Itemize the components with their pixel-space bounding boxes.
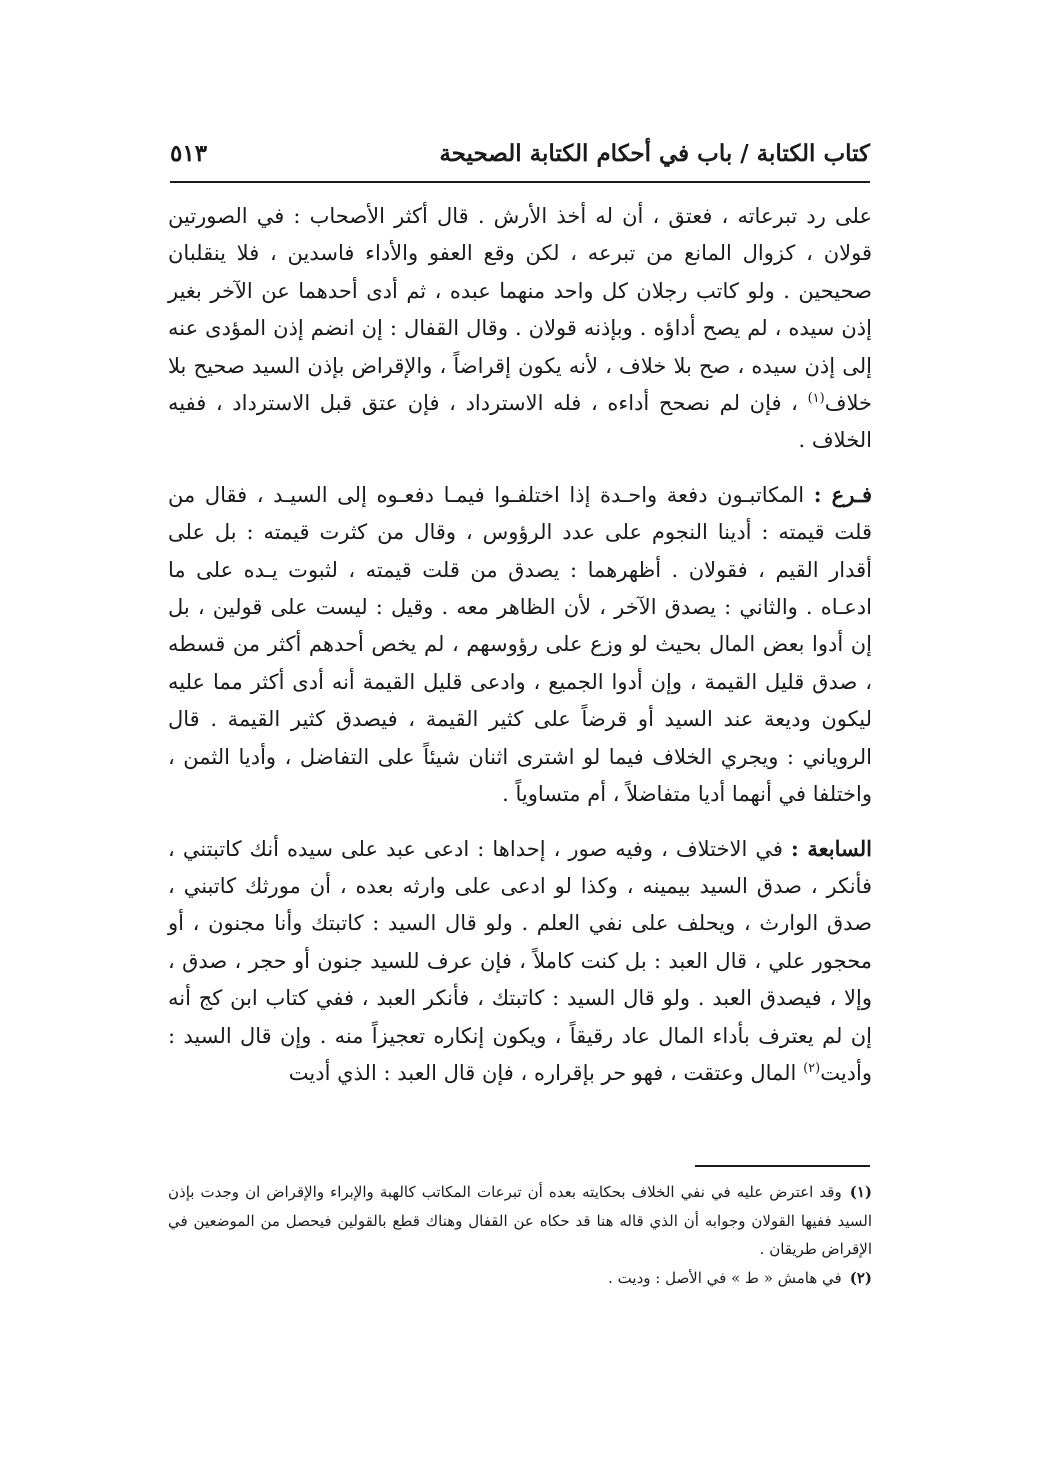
footnote-1 — [168, 1178, 872, 1264]
footnote-2-text: في هامش « ط » في الأصل : وديت . — [608, 1269, 842, 1288]
main-text — [168, 198, 872, 1092]
footnote-2 — [168, 1264, 872, 1293]
footnote-1-number: (١) — [849, 1183, 872, 1201]
header-title: كتاب الكتابة / باب في أحكام الكتابة الصحيحة — [439, 140, 870, 167]
paragraph-1-text-a: على رد تبرعاته ، فعتق ، أن له أخذ الأرش . قال أكثر الأصحاب : في الصورتين قولان ، كزوال المانع من تبرعه ، لكن وقع العفو والأداء فاسدين ، فلا ينقلبان صحيحين . ولو كاتب رجلان كل واحد منهما عبده ، ثم أدى أحدهما عن الآخر بغير إذن سيده ، لم يصح أداؤه . وبإذنه قولان . وقال القفال : إن انضم إذن المؤدى عنه إلى إذن سيده ، صح بلا خلاف ، لأنه يكون إقراضاً ، والإقراض بإذن السيد صحيح بلا خلاف — [168, 204, 872, 416]
header-divider — [170, 181, 870, 183]
footnote-2-number: (٢) — [849, 1269, 872, 1288]
footnote-divider — [695, 1165, 870, 1167]
footnote-1-text: وقد اعترض عليه في نفي الخلاف بحكايته بعده أن تبرعات المكاتب كالهبة والإبراء والإقراض ان وجدت بإذن السيد ففيها القولان وجوابه أن الذي قاله هنا قد حكاه عن القفال وهناك قطع بالقولين فيحصل من الموضعين في الإقراض طريقان . — [168, 1183, 872, 1259]
paragraph-2-heading: فـرع : — [813, 481, 872, 507]
paragraph-3-text-a: في الاختلاف ، وفيه صور ، إحداها : ادعى عبد على سيده أنك كاتبتني ، فأنكر ، صدق السيد بيمينه ، وكذا لو ادعى على وارثه بعده ، أن مورثك كاتبني ، صدق الوارث ، ويحلف على نفي العلم . ولو قال السيد : كاتبتك وأنا مجنون ، أو محجور علي ، قال العبد : بل كنت كاملاً ، فإن عرف للسيد جنون أو حجر ، صدق ، وإلا ، فيصدق العبد . ولو قال السيد : كاتبتك ، فأنكر العبد ، ففي كتاب ابن كج أنه إن لم يعترف بأداء المال عاد رقيقاً ، ويكون إنكاره تعجيزاً منه . وإن قال السيد : وأديت — [168, 836, 872, 1085]
footnote-ref-2[interactable]: (٢) — [803, 1060, 821, 1076]
paragraph-3 — [168, 830, 872, 1093]
paragraph-1 — [168, 198, 872, 460]
page-number: ٥١٣ — [170, 140, 208, 167]
paragraph-2 — [168, 476, 872, 814]
paragraph-1-text-b: ، فإن لم نصحح أداءه ، فله الاسترداد ، فإن عتق قبل الاسترداد ، ففيه الخلاف . — [168, 391, 872, 453]
footnote-ref-1[interactable]: (١) — [807, 391, 825, 407]
paragraph-3-text-b: المال وعتقت ، فهو حر بإقراره ، فإن قال العبد : الذي أديت — [288, 1060, 804, 1085]
footnotes — [168, 1178, 872, 1293]
paragraph-2-text: المكاتبـون دفعة واحـدة إذا اختلفـوا فيمـا دفعـوه إلى السيـد ، فقال من قلت قيمته : أدينا النجوم على عدد الرؤوس ، وقال من كثرت قيمته : بل على أقدار القيم ، فقولان . أظهرهما : يصدق من قلت قيمته ، لثبوت يـده على ما ادعـاه . والثاني : يصدق الآخر ، لأن الظاهر معه . وقيل : ليست على قولين ، بل إن أدوا بعض المال بحيث لو وزع على رؤوسهم ، لم يخص أحدهم أكثر من قسطه ، صدق قليل القيمة ، وإن أدوا الجميع ، وادعى قليل القيمة أنه أدى أكثر مما عليه ليكون وديعة عند السيد أو قرضاً على كثير القيمة ، فيصدق كثير القيمة . قال الروياني : ويجري الخلاف فيما لو اشترى اثنان شيئاً على التفاضل ، وأديا الثمن ، واختلفا في أنهما أديا متفاضلاً ، أم متساوياً . — [168, 482, 872, 807]
paragraph-3-heading: السابعة : — [790, 835, 872, 861]
running-header — [170, 138, 870, 178]
